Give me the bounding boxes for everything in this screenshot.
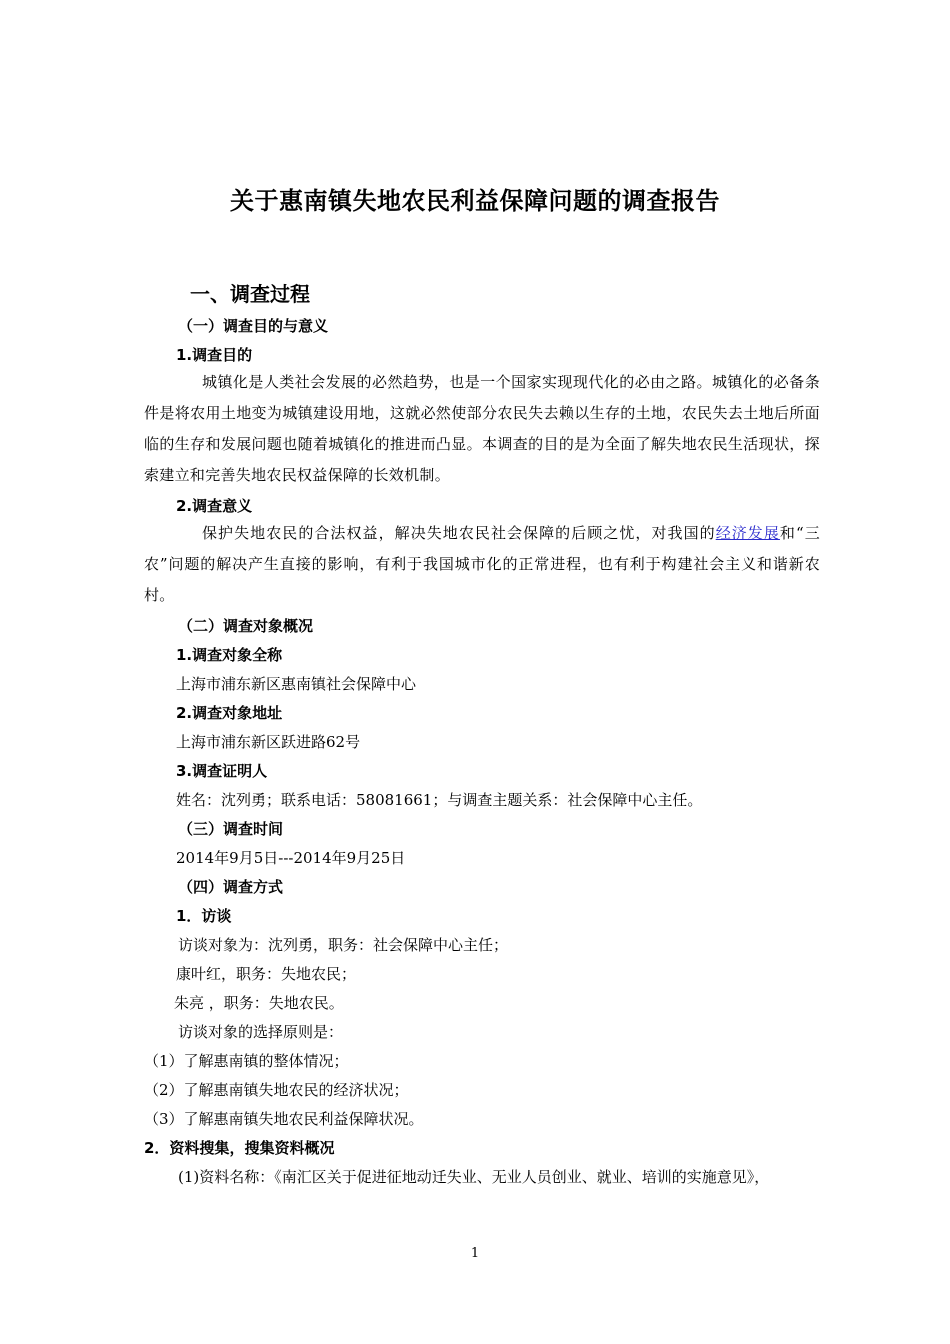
item-heading-target-address: 2.调查对象地址 [176, 704, 283, 722]
interviewee-3: 朱亮 ，职务：失地农民。 [174, 994, 344, 1012]
item-heading-target-name: 1.调查对象全称 [176, 646, 283, 664]
subsection-heading-target-overview: （二）调查对象概况 [178, 617, 314, 635]
witness-value: 姓名：沈列勇；联系电话：58081661；与调查主题关系：社会保障中心主任。 [176, 791, 703, 809]
paragraph-significance [144, 518, 820, 611]
document-title: 关于惠南镇失地农民利益保障问题的调查报告 [230, 187, 720, 215]
significance-text-before: 保护失地农民的合法权益，解决失地农民社会保障的后顾之忧，对我国的 [202, 524, 716, 542]
significance-text-after: 和“三农”问题的解决产生直接的影响，有利于我国城市化的正常进程，也有利于构建社会主义和谐新农村。 [144, 524, 820, 604]
page-number: 1 [470, 1246, 480, 1261]
principle-item-2: （2）了解惠南镇失地农民的经济状况； [144, 1081, 409, 1099]
item-heading-purpose: 1.调查目的 [176, 346, 253, 364]
materials-item-1: (1)资料名称：《南汇区关于促进征地动迁失业、无业人员创业、就业、培训的实施意见》， [178, 1168, 770, 1186]
principle-item-1: （1）了解惠南镇的整体情况； [144, 1052, 349, 1070]
interviewee-2: 康叶红，职务：失地农民； [176, 965, 357, 983]
interviewee-1: 访谈对象为：沈列勇，职务：社会保障中心主任； [178, 936, 509, 954]
subsection-heading-method: （四）调查方式 [178, 878, 284, 896]
survey-time-value: 2014年9月5日---2014年9月25日 [176, 849, 406, 867]
section-heading-1: 一、调查过程 [190, 282, 310, 306]
item-heading-witness: 3.调查证明人 [176, 762, 268, 780]
target-name-value: 上海市浦东新区惠南镇社会保障中心 [176, 675, 417, 693]
item-heading-interview: 1．访谈 [176, 907, 232, 925]
selection-principle-label: 访谈对象的选择原则是： [178, 1023, 344, 1041]
subsection-heading-time: （三）调查时间 [178, 820, 284, 838]
principle-item-3: （3）了解惠南镇失地农民利益保障状况。 [144, 1110, 424, 1128]
item-heading-significance: 2.调查意义 [176, 497, 253, 515]
subsection-heading-purpose-significance: （一）调查目的与意义 [178, 317, 329, 335]
item-heading-materials: 2．资料搜集，搜集资料概况 [144, 1139, 335, 1157]
economic-development-link[interactable]: 经济发展 [715, 524, 780, 542]
paragraph-purpose: 城镇化是人类社会发展的必然趋势，也是一个国家实现现代化的必由之路。城镇化的必备条件是将农用土地变为城镇建设用地，这就必然使部分农民失去赖以生存的土地，农民失去土地后所面临的生存和发展问题也随着城镇化的推进而凸显。本调查的目的是为全面了解失地农民生活现状，探索建立和完善失地农民权益保障的长效机制。 [144, 373, 820, 484]
target-address-value: 上海市浦东新区跃进路62号 [176, 733, 361, 751]
